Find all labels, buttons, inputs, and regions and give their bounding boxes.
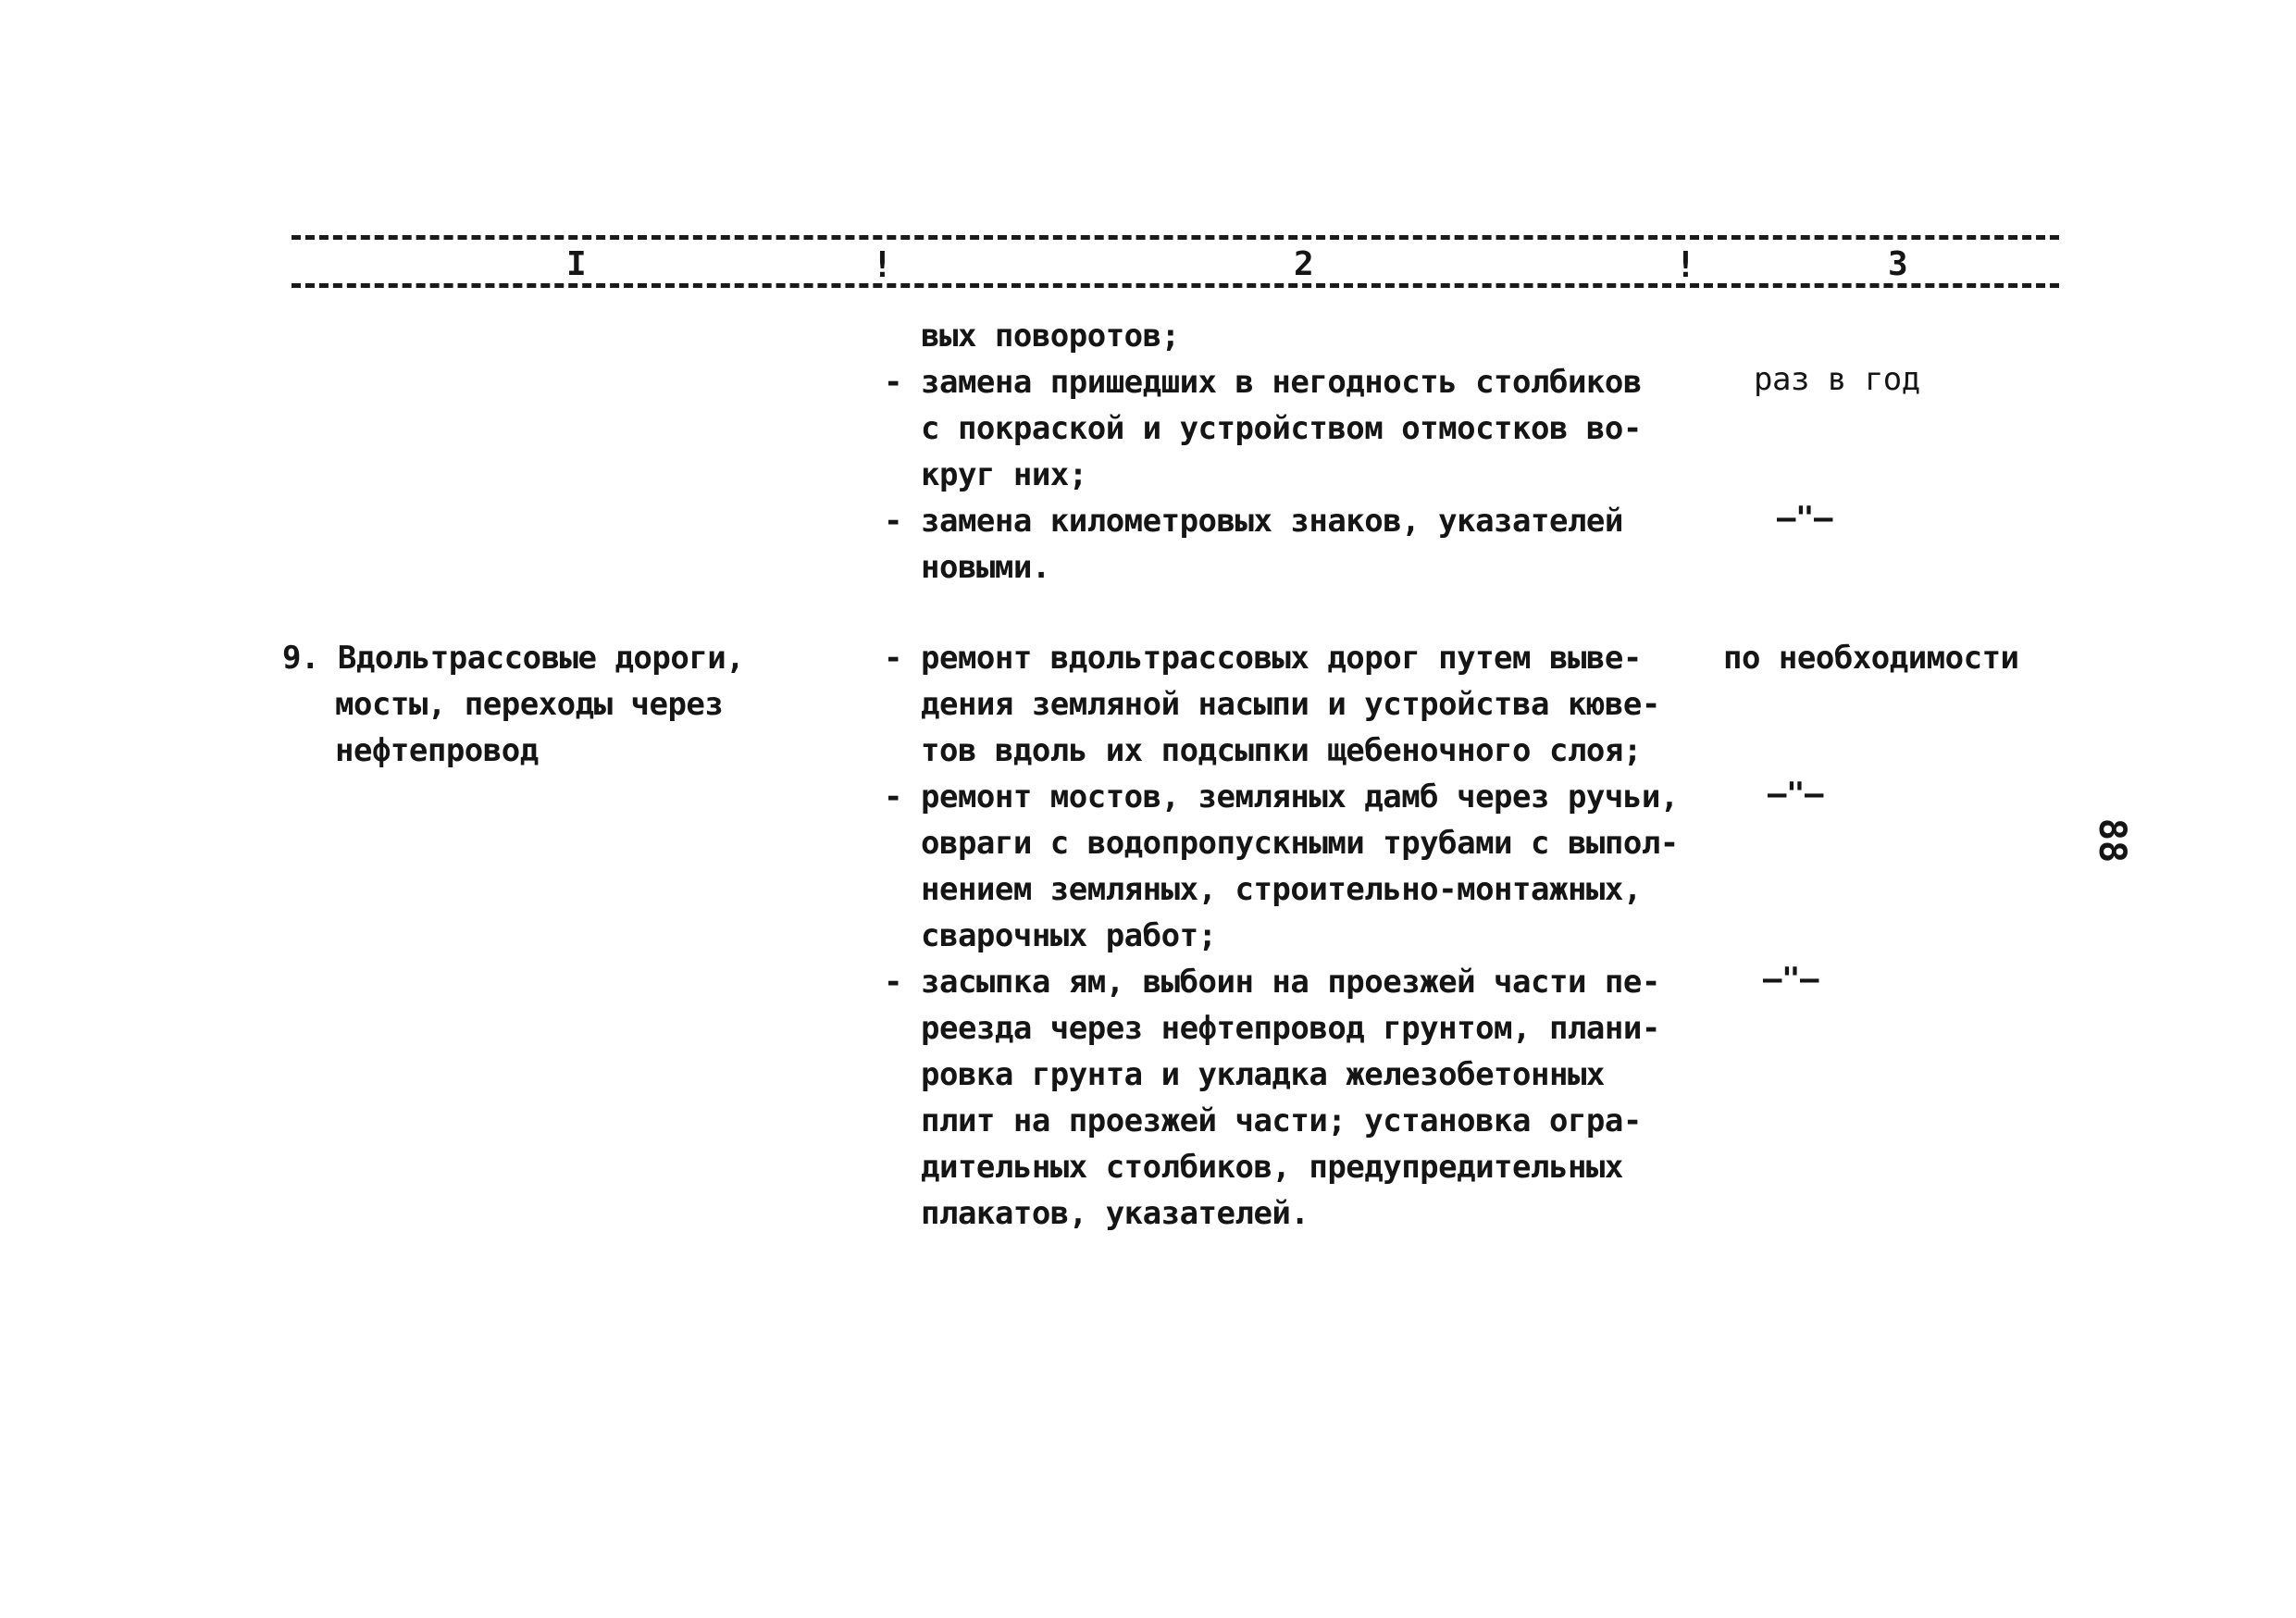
column-separator-1: ! <box>872 244 893 285</box>
col2-line: ремонт мостов, земляных дамб через ручьи, <box>921 778 1679 815</box>
col2-line: дения земляной насыпи и устройства кюве- <box>921 686 1660 723</box>
col2-line: круг них; <box>921 456 1087 493</box>
col3-ditto: —"— <box>1768 776 1823 813</box>
header-rule-top <box>292 235 2059 240</box>
col2-line: дительных столбиков, предупредительных <box>921 1149 1623 1186</box>
bullet-dash: - <box>884 778 903 815</box>
bullet-dash: - <box>884 640 903 677</box>
col2-line: вых поворотов; <box>921 317 1180 355</box>
col2-line: замена километровых знаков, указателей <box>921 503 1623 540</box>
column-3-number: 3 <box>1888 245 1908 283</box>
col2-line: нением земляных, строительно-монтажных, <box>921 871 1642 908</box>
col2-line: замена пришедших в негодность столбиков <box>921 364 1642 401</box>
col2-line: ремонт вдольтрассовых дорог путем выве- <box>921 640 1642 677</box>
col2-line: с покраской и устройством отмостков во- <box>921 410 1642 447</box>
col1-item-line: нефтепровод <box>335 732 539 769</box>
col3-ditto: —"— <box>1777 500 1832 537</box>
column-1-number: I <box>566 245 587 283</box>
bullet-dash: - <box>884 964 903 1001</box>
column-2-number: 2 <box>1294 245 1314 283</box>
col3-ditto: —"— <box>1763 961 1818 998</box>
col2-line: плакатов, указателей. <box>921 1195 1309 1232</box>
col2-line: сварочных работ; <box>921 917 1217 954</box>
col2-line: ровка грунта и укладка железобетонных <box>921 1056 1605 1093</box>
col2-line: реезда через нефтепровод грунтом, плани- <box>921 1010 1660 1047</box>
col3-frequency: по необходимости <box>1723 640 2019 677</box>
bullet-dash: - <box>884 364 903 401</box>
header-rule-bottom <box>292 283 2059 288</box>
col2-line: новыми. <box>921 549 1050 586</box>
col1-item-line: 9. Вдольтрассовые дороги, <box>282 640 745 677</box>
col2-line: засыпка ям, выбоин на проезжей части пе- <box>921 964 1660 1001</box>
column-separator-2: ! <box>1675 244 1696 285</box>
page-number: 88 <box>2091 817 2134 864</box>
bullet-dash: - <box>884 503 903 540</box>
col2-line: плит на проезжей части; установка огра- <box>921 1102 1642 1139</box>
col3-frequency: раз в год <box>1754 361 1920 398</box>
col2-line: овраги с водопропускными трубами с выпол- <box>921 825 1679 862</box>
col1-item-line: мосты, переходы через <box>335 686 724 723</box>
col2-line: тов вдоль их подсыпки щебеночного слоя; <box>921 732 1642 769</box>
